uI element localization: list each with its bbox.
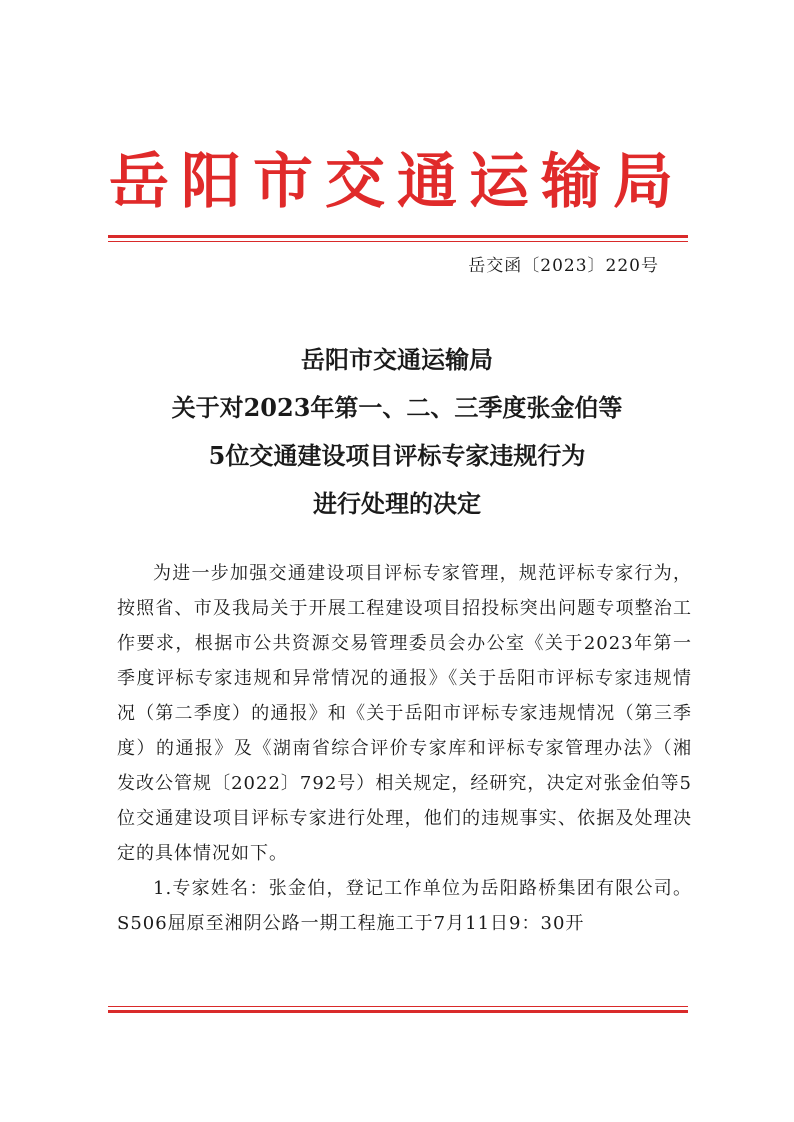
- document-title: [0, 336, 794, 528]
- red-rule-top-thick: [108, 235, 688, 238]
- body-paragraph: 为进一步加强交通建设项目评标专家管理，规范评标专家行为，按照省、市及我局关于开展工程建设项目招投标突出问题专项整治工作要求，根据市公共资源交易管理委员会办公室《关于2023年第一季度评标专家违规和异常情况的通报》《关于岳阳市评标专家违规情况（第二季度）的通报》和《关于岳阳市评标专家违规情况（第三季度）的通报》及《湖南省综合评价专家库和评标专家管理办法》（湘发改公管规〔2022〕792号）相关规定，经研究，决定对张金伯等5位交通建设项目评标专家进行处理，他们的违规事实、依据及处理决定的具体情况如下。: [117, 563, 692, 864]
- masthead-title: 岳阳市交通运输局: [109, 147, 685, 217]
- red-rule-top-thin: [108, 241, 688, 242]
- title-line: 5位交通建设项目评标专家违规行为: [208, 441, 586, 470]
- document-body: [117, 556, 692, 941]
- red-rule-bottom-thin: [108, 1006, 688, 1007]
- document-number: 岳交函〔2023〕220号: [468, 256, 659, 276]
- title-line: 进行处理的决定: [313, 489, 481, 518]
- title-line: 关于对2023年第一、二、三季度张金伯等: [171, 393, 623, 422]
- red-rule-bottom-thick: [108, 1010, 688, 1013]
- body-paragraph: 1.专家姓名：张金伯，登记工作单位为岳阳路桥集团有限公司。S506屈原至湘阴公路一期工程施工于7月11日9：30开: [117, 878, 692, 934]
- title-line: 岳阳市交通运输局: [301, 345, 493, 374]
